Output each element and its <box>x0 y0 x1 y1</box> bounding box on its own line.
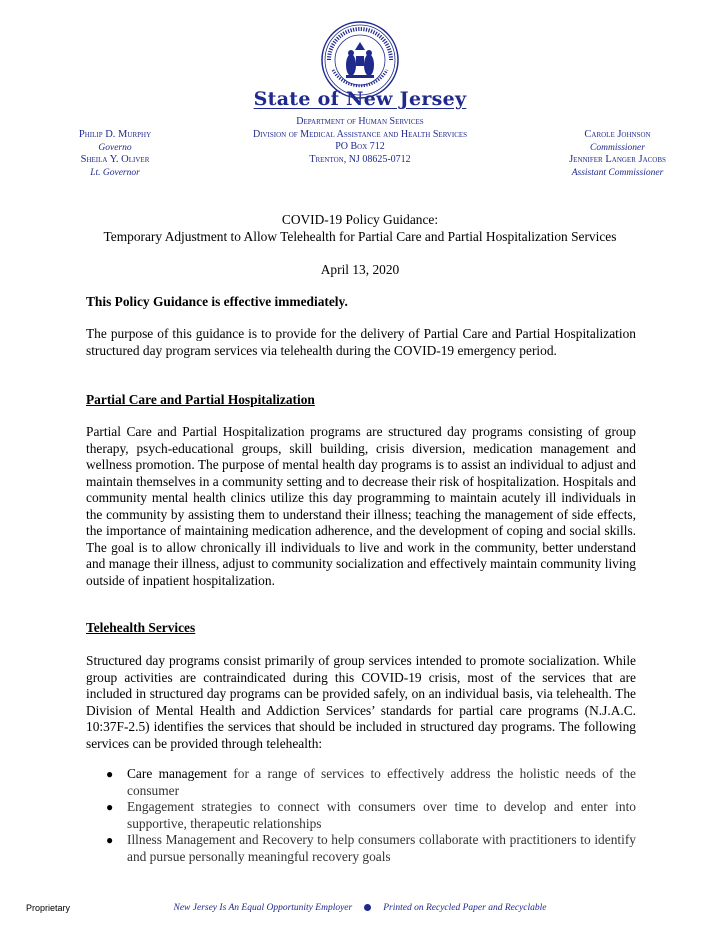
equal-opportunity-text: New Jersey Is An Equal Opportunity Employer <box>173 903 353 913</box>
section-heading-telehealth: Telehealth Services <box>86 620 196 635</box>
commissioner-title: Commissioner <box>590 142 645 153</box>
city-line: Trenton, NJ 08625-0712 <box>309 153 411 165</box>
bullet-icon: ● <box>106 767 114 781</box>
recycled-text: Printed on Recycled Paper and Recyclable <box>383 903 547 913</box>
document-title <box>40 212 680 245</box>
governor-name: Philip D. Murphy <box>78 129 152 140</box>
governor-title: Governo <box>98 142 132 153</box>
lt-governor-title: Lt. Governor <box>90 168 140 179</box>
bullet-icon: ● <box>106 833 114 847</box>
list-item <box>86 832 636 865</box>
commissioner-name: Carole Johnson <box>584 129 651 140</box>
division-name: Division of Medical Assistance and Health Services <box>252 128 468 140</box>
agency-block <box>200 116 520 166</box>
footer-statement <box>140 903 580 913</box>
partial-care-paragraph: Partial Care and Partial Hospitalization programs are structured day programs consisting of group therapy, psych-educational groups, skill building, crisis diversion, medication management and wellness promotion. The purpose of mental health day programs is to assist an individual to adjust and maintain themselves in a community setting and to decrease their risk of hospitalization. Hospitals and community mental health clinics utilize this day programming to maintain acutely ill individuals in the community by assisting them to understand their illness; teaching the management of side effects, the importance of maintaining medication adherence, and the development of coping and social skills. The goal is to allow chronically ill individuals to live and work in the community, better understand and manage their illness, adjust to community socialization and effectively maintain community living outside of inpatient hospitalization. <box>86 424 637 588</box>
purpose-paragraph: The purpose of this guidance is to provide for the delivery of Partial Care and Partial Hospitalization structured day program services via telehealth during the COVID-19 emergency period. <box>86 326 636 358</box>
proprietary-label: Proprietary <box>26 903 71 913</box>
effective-statement: This Policy Guidance is effective immediately. <box>86 294 348 309</box>
bullet-icon: ● <box>106 800 114 814</box>
state-title: State of New Jersey <box>253 88 467 110</box>
list-item <box>86 766 636 799</box>
list-item-text: Engagement strategies to connect with consumers over time to develop and enter into supportive, therapeutic relationships <box>127 799 636 831</box>
officials-right <box>535 129 700 180</box>
lt-governor-name: Sheila Y. Oliver <box>80 154 150 166</box>
title-line-1: COVID-19 Policy Guidance: <box>281 212 439 227</box>
telehealth-paragraph: Structured day programs consist primarily of group services intended to promote socialization. While group activities are contraindicated during this COVID-19 crisis, most of the services that are included in structured day programs can be provided safely, on an individual basis, via telehealth. The Division of Mental Health and Addiction Services’ standards for partial care programs (N.J.A.C. 10:37F-2.5) identifies the services that should be included in structured day programs. The following services can be provided through telehealth: <box>86 653 636 751</box>
list-item-text: for a range of services to effectively address the holistic needs of the consumer <box>127 766 636 798</box>
list-item <box>86 799 636 832</box>
po-box: PO Box 712 <box>335 141 385 152</box>
section-heading-partial-care: Partial Care and Partial Hospitalization <box>86 392 315 407</box>
list-item-lead: Care management <box>127 766 227 781</box>
separator-dot-icon <box>364 904 371 911</box>
list-item-text: Illness Management and Recovery to help consumers collaborate with practitioners to identify and pursue personally meaningful recovery goals <box>127 832 636 864</box>
officials-left <box>40 129 190 180</box>
assistant-commissioner-title: Assistant Commissioner <box>571 168 664 179</box>
telehealth-services-list <box>86 766 636 865</box>
assistant-commissioner-name: Jennifer Langer Jacobs <box>569 154 666 166</box>
department-name: Department of Human Services <box>296 116 424 127</box>
document-date: April 13, 2020 <box>320 262 400 277</box>
title-line-2: Temporary Adjustment to Allow Telehealth for Partial Care and Partial Hospitalization Services <box>103 228 617 244</box>
